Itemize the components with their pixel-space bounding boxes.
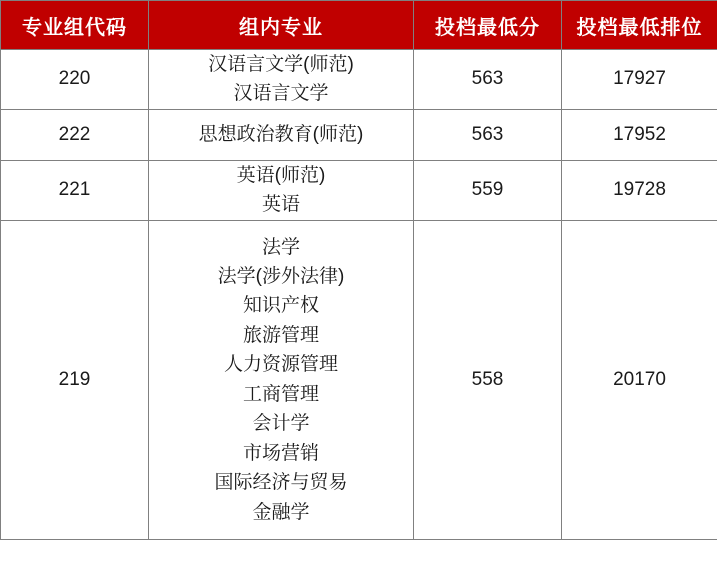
cell-majors <box>149 109 414 160</box>
cell-group-code: 219 <box>1 220 149 539</box>
major-item: 汉语言文学(师范) <box>208 54 354 75</box>
cell-min-rank: 19728 <box>562 160 717 220</box>
major-item: 人力资源管理 <box>223 354 338 376</box>
cell-min-score: 559 <box>414 160 562 220</box>
header-major-group-code: 专业组代码 <box>1 1 149 50</box>
major-item: 国际经济与贸易 <box>214 472 348 494</box>
major-item: 知识产权 <box>242 295 319 317</box>
major-item: 思想政治教育(师范) <box>198 124 364 146</box>
table-row <box>1 160 717 220</box>
cell-min-score: 558 <box>414 220 562 539</box>
cell-group-code: 222 <box>1 109 149 160</box>
cell-min-rank: 17952 <box>562 109 717 160</box>
cell-majors <box>149 220 414 539</box>
header-min-rank: 投档最低排位 <box>562 1 717 50</box>
major-item: 法学(涉外法律) <box>217 266 345 287</box>
major-item: 英语 <box>261 194 300 216</box>
table-body <box>1 50 717 540</box>
major-item: 英语(师范) <box>236 164 326 186</box>
cell-min-rank: 20170 <box>562 220 717 539</box>
major-item: 法学 <box>261 236 300 258</box>
table-header <box>1 1 717 50</box>
major-item: 工商管理 <box>242 383 319 405</box>
major-item: 旅游管理 <box>242 324 319 346</box>
cell-min-score: 563 <box>414 50 562 110</box>
table-row <box>1 109 717 160</box>
table-row <box>1 220 717 539</box>
header-min-score: 投档最低分 <box>414 1 562 50</box>
cell-min-score: 563 <box>414 109 562 160</box>
major-item: 市场营销 <box>242 442 319 464</box>
major-item: 会计学 <box>252 413 310 435</box>
cell-group-code: 221 <box>1 160 149 220</box>
cell-majors <box>149 160 414 220</box>
cell-min-rank: 17927 <box>562 50 717 110</box>
major-item: 汉语言文学 <box>233 83 329 105</box>
table-row <box>1 50 717 110</box>
major-item: 金融学 <box>252 501 310 523</box>
header-majors-in-group: 组内专业 <box>149 1 414 50</box>
table-header-row <box>1 1 717 50</box>
cell-group-code: 220 <box>1 50 149 110</box>
cell-majors <box>149 50 414 110</box>
